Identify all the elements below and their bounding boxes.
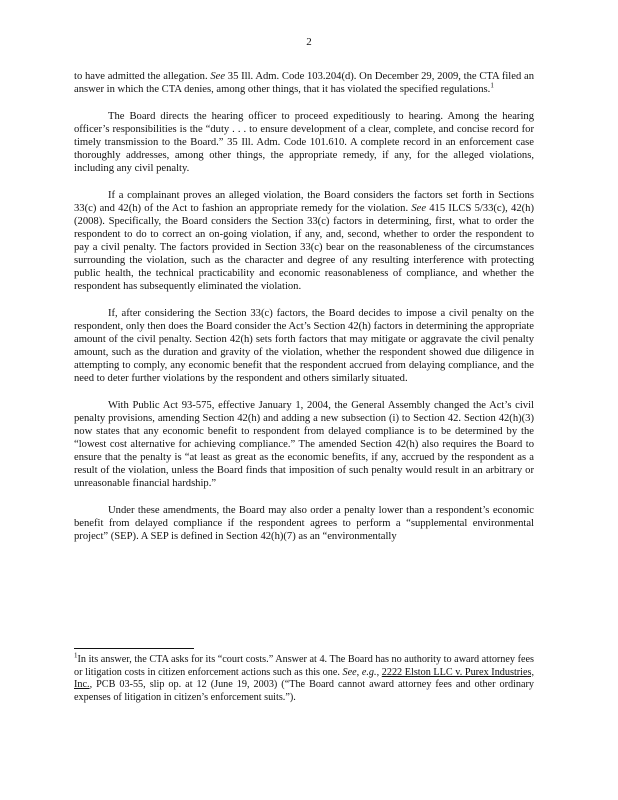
text-run: In its answer, the CTA asks for its “court costs.” Answer at 4. The Board has no authority to award attorney fees or litigation costs in citizen enforcement actions such as this one.: [74, 654, 534, 678]
paragraph: [74, 307, 534, 385]
document-body: [74, 70, 534, 557]
footnote: [74, 651, 535, 704]
footnote-marker: 1: [74, 651, 78, 660]
text-run: e.g.: [361, 666, 377, 678]
paragraph: [74, 110, 534, 175]
paragraph: [74, 504, 534, 543]
text-run: If, after considering the Section 33(c) factors, the Board decides to impose a civil penalty on the respondent, only then does the Board consider the Act’s Section 42(h) factors in determining the appropriate amount of the civil penalty. Section 42(h) sets forth factors that may mitigate or aggravate the civil penalty amount, such as the duration and gravity of the violation, whether the respondent showed due diligence in attempting to comply, any economic benefit that the respondent accrued from delaying compliance, and the need to deter further violations by the respondent and others similarly situated.: [74, 308, 534, 384]
text-run: 35 Ill. Adm. Code 103.204(d). On December 29, 2009, the CTA filed an answer in which the CTA denies, among other things, that it has violated the specified regulations.: [74, 71, 534, 95]
footnote-separator: [74, 648, 194, 649]
footnote-marker: 1: [490, 81, 494, 90]
paragraph: [74, 189, 534, 293]
text-run: 2222 Elston LLC v. Purex Industries, Inc.: [74, 666, 535, 691]
page-number: 2: [306, 36, 312, 48]
text-run: See: [411, 203, 427, 214]
text-run: See: [210, 71, 226, 82]
text-run: 415 ILCS 5/33(c), 42(h) (2008). Specifically, the Board considers the Section 33(c) factors in determining, first, what to order the respondent to do to correct an on-going violation, if any, and, second, whether to order the respondent to pay a civil penalty. The factors provided in Section 33(c) bear on the reasonableness of the circumstances surrounding the violation, such as the character and degree of any resulting interference with protecting public health, the technical practicability and economic reasonableness of compliance, and whether the respondent has subsequently eliminated the violation.: [74, 203, 534, 292]
text-run: , PCB 03-55, slip op. at 12 (June 19, 2003) (“The Board cannot award attorney fees and other ordinary expenses of litigation in citizen’s enforcement suits.”).: [74, 679, 534, 703]
text-run: ,: [376, 666, 382, 678]
text-run: The Board directs the hearing officer to proceed expeditiously to hearing. Among the hearing officer’s responsibilities is the “duty . . . to ensure development of a clear, complete, and concise record for timely transmission to the Board.” 35 Ill. Adm. Code 101.610. A complete record in an enforcement case thoroughly addresses, among other things, the appropriate remedy, if any, for the alleged violations, including any civil penalty.: [74, 111, 534, 174]
text-run: If a complainant proves an alleged violation, the Board considers the factors set forth in Sections 33(c) and 42(h) of the Act to fashion an appropriate remedy for the violation.: [74, 190, 534, 214]
text-run: Under these amendments, the Board may also order a penalty lower than a respondent’s economic benefit from delayed compliance if the respondent agrees to perform a “supplemental environmental project” (SEP). A SEP is defined in Section 42(h)(7) as an “environmentally: [74, 505, 534, 542]
paragraph: [74, 70, 534, 96]
text-run: With Public Act 93-575, effective January 1, 2004, the General Assembly changed the Act’s civil penalty provisions, amending Section 42(h) and adding a new subsection (i) to Section 42. Section 42(h)(3) now states that any economic benefit to respondent from delayed compliance is to be determined by the “lowest cost alternative for achieving compliance.” The amended Section 42(h) also requires the Board to ensure that the penalty is “at least as great as the economic benefits, if any, accrued by the respondent as a result of the violation, unless the Board finds that imposition of such penalty would result in an arbitrary or unreasonable financial hardship.”: [74, 400, 534, 489]
text-run: to have admitted the allegation.: [74, 71, 211, 82]
paragraph: [74, 399, 534, 490]
text-run: See: [342, 666, 357, 678]
text-run: ,: [356, 666, 362, 678]
